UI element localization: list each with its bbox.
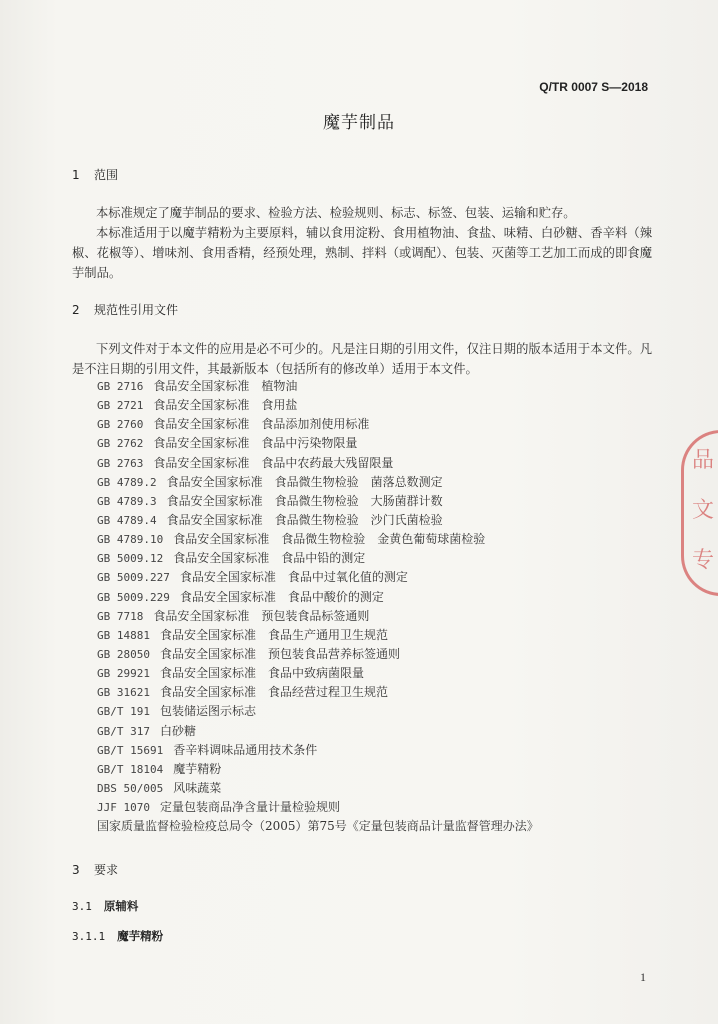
ref-code: GB 2762 <box>97 437 144 451</box>
reference-item <box>97 492 539 511</box>
reference-item <box>97 779 539 798</box>
ref-name: 食用盐 <box>261 398 298 413</box>
ref-code: GB/T 18104 <box>97 762 164 776</box>
ref-code: GB 5009.229 <box>97 590 170 604</box>
ref-name: 植物油 <box>261 379 298 393</box>
reference-item <box>97 454 539 473</box>
reference-item <box>97 817 539 836</box>
section-number: 3 <box>72 863 80 877</box>
section-number: 2 <box>72 303 80 317</box>
ref-name: 食品中农药最大残留限量 <box>261 455 394 470</box>
ref-code: GB 2760 <box>97 418 144 432</box>
ref-code: GB/T 317 <box>97 724 150 738</box>
ref-code: GB 2721 <box>97 399 144 413</box>
section-number: 1 <box>72 168 80 182</box>
ref-title: 食品安全国家标准 <box>159 646 256 661</box>
ref-title: 食品安全国家标准 <box>173 532 270 547</box>
reference-item <box>97 511 539 530</box>
ref-code: GB 4789.3 <box>97 494 157 508</box>
ref-title: 食品安全国家标准 <box>153 436 250 451</box>
reference-item <box>97 645 539 664</box>
ref-title: 食品安全国家标准 <box>159 685 256 700</box>
subsection-3-1-1-heading <box>72 928 163 944</box>
ref-code: GB/T 15691 <box>97 743 164 757</box>
ref-name: 预包装食品标签通则 <box>261 608 370 623</box>
red-seal-stamp <box>681 430 718 596</box>
section-title: 范围 <box>94 168 119 182</box>
ref-title: 食品安全国家标准 <box>153 455 250 470</box>
ref-code: GB 14881 <box>97 628 150 642</box>
ref-code: GB 5009.227 <box>97 571 170 585</box>
ref-name: 食品中铅的测定 <box>281 551 366 566</box>
reference-item <box>97 568 539 587</box>
ref-name: 食品微生物检验 沙门氏菌检验 <box>274 512 443 527</box>
ref-name: 魔芋精粉 <box>173 761 222 776</box>
ref-name: 食品微生物检验 菌落总数测定 <box>274 474 443 489</box>
ref-name: 食品微生物检验 大肠菌群计数 <box>274 493 443 508</box>
ref-name: 食品生产通用卫生规范 <box>268 627 389 642</box>
ref-title: 食品安全国家标准 <box>153 608 250 623</box>
ref-title: 食品安全国家标准 <box>179 570 276 585</box>
ref-title: 食品安全国家标准 <box>159 627 256 642</box>
page-number: 1 <box>640 970 646 984</box>
subsection-number: 3.1 <box>72 900 92 913</box>
document-title: 魔芋制品 <box>323 113 395 133</box>
ref-name: 食品微生物检验 金黄色葡萄球菌检验 <box>281 532 486 547</box>
reference-item <box>97 530 539 549</box>
ref-title: 食品安全国家标准 <box>179 589 276 604</box>
ref-code: GB 2716 <box>97 380 144 393</box>
reference-item <box>97 549 539 568</box>
scope-paragraph-2: 本标准适用于以魔芋精粉为主要原料，辅以食用淀粉、食用植物油、食盐、味精、白砂糖、香辛料（辣椒、花椒等）、增味剂、食用香精，经预处理，熟制、拌料（或调配）、包装、灭菌等工艺加工而成的即食魔芋制品。 <box>72 226 652 280</box>
stamp-char: 品 <box>692 448 715 473</box>
reference-item <box>97 760 539 779</box>
reference-item <box>97 607 539 626</box>
ref-code: GB 4789.4 <box>97 513 157 527</box>
reference-item <box>97 396 539 415</box>
ref-name: 风味蔬菜 <box>173 780 222 795</box>
subsection-3-1-heading <box>72 898 138 914</box>
reference-item <box>97 664 539 683</box>
ref-title: 食品安全国家标准 <box>166 493 263 508</box>
section-title: 要求 <box>94 863 119 877</box>
ref-title: 食品安全国家标准 <box>166 474 263 489</box>
ref-code: GB 2763 <box>97 456 144 470</box>
reference-list <box>97 377 539 836</box>
ref-name: 包装储运图示标志 <box>159 704 256 719</box>
ref-name: 食品中致病菌限量 <box>268 666 365 681</box>
ref-name: 定量包装商品净含量计量检验规则 <box>159 800 340 815</box>
ref-name: 食品添加剂使用标准 <box>261 417 370 432</box>
section-title: 规范性引用文件 <box>94 303 179 317</box>
ref-name: 食品经营过程卫生规范 <box>268 685 389 700</box>
ref-code: GB 31621 <box>97 686 150 700</box>
stamp-char: 专 <box>692 548 715 573</box>
ref-code: GB/T 191 <box>97 705 150 719</box>
ref-code: GB 4789.2 <box>97 475 157 489</box>
ref-code: GB 7718 <box>97 609 144 623</box>
section-2-heading <box>72 301 178 318</box>
ref-name: 食品中过氧化值的测定 <box>287 570 408 585</box>
reference-item <box>97 702 539 721</box>
reference-item <box>97 741 539 760</box>
reference-item <box>97 415 539 434</box>
ref-title: 食品安全国家标准 <box>159 666 256 681</box>
ref-title: 食品安全国家标准 <box>173 551 270 566</box>
references-intro: 下列文件对于本文件的应用是必不可少的。凡是注日期的引用文件，仅注日期的版本适用于本文件。凡是不注日期的引用文件，其最新版本（包括所有的修改单）适用于本文件。 <box>72 342 652 376</box>
ref-code: JJF 1070 <box>97 801 150 815</box>
scope-paragraph-1: 本标准规定了魔芋制品的要求、检验方法、检验规则、标志、标签、包装、运输和贮存。 <box>96 206 576 220</box>
reference-item <box>97 473 539 492</box>
ref-title: 食品安全国家标准 <box>153 379 250 393</box>
ref-title: 食品安全国家标准 <box>153 398 250 413</box>
ref-code: GB 28050 <box>97 647 150 661</box>
ref-name: 国家质量监督检验检疫总局令（2005）第75号《定量包装商品计量监督管理办法》 <box>97 819 539 834</box>
ref-code: DBS 50/005 <box>97 781 164 795</box>
stamp-char: 文 <box>692 498 715 523</box>
ref-code: GB 5009.12 <box>97 552 164 566</box>
ref-name: 白砂糖 <box>159 723 196 738</box>
reference-item <box>97 798 539 817</box>
ref-code: GB 4789.10 <box>97 533 164 547</box>
ref-code: GB 29921 <box>97 667 150 681</box>
reference-item <box>97 722 539 741</box>
ref-name: 香辛料调味品通用技术条件 <box>173 742 318 757</box>
subsection-title: 原辅料 <box>103 899 139 913</box>
reference-item <box>97 377 539 396</box>
reference-item <box>97 434 539 453</box>
ref-name: 预包装食品营养标签通则 <box>268 646 401 661</box>
reference-item <box>97 588 539 607</box>
standard-code: Q/TR 0007 S—2018 <box>539 80 648 94</box>
ref-title: 食品安全国家标准 <box>166 512 263 527</box>
ref-title: 食品安全国家标准 <box>153 417 250 432</box>
reference-item <box>97 683 539 702</box>
ref-name: 食品中污染物限量 <box>261 436 358 451</box>
ref-name: 食品中酸价的测定 <box>287 589 384 604</box>
subsection-title: 魔芋精粉 <box>117 929 164 943</box>
reference-item <box>97 626 539 645</box>
section-3-heading <box>72 861 118 878</box>
section-1-heading <box>72 166 118 183</box>
subsection-number: 3.1.1 <box>72 930 106 943</box>
